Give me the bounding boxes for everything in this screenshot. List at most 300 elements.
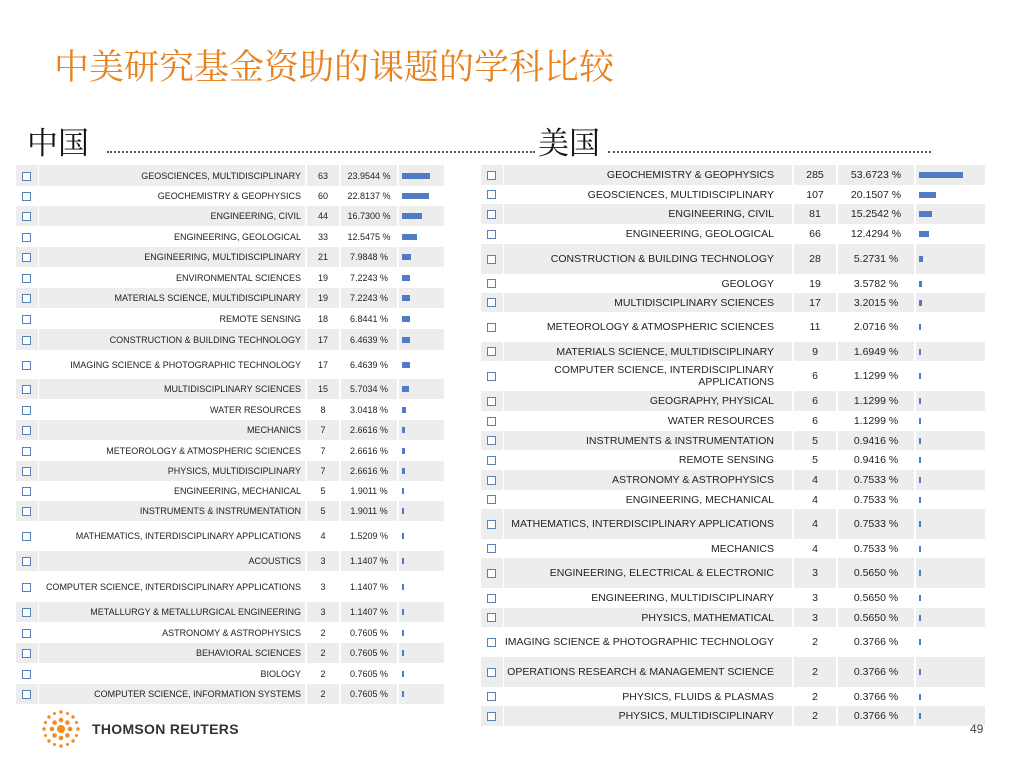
row-checkbox[interactable] (487, 456, 496, 465)
record-percentage: 1.1299 % (837, 411, 915, 431)
row-checkbox[interactable] (22, 274, 31, 283)
subject-name: WATER RESOURCES (38, 399, 306, 420)
row-checkbox-cell (481, 608, 503, 627)
row-checkbox-cell (481, 558, 503, 588)
bar-cell (915, 431, 985, 450)
usa-label-underline (608, 151, 931, 153)
record-count: 17 (306, 329, 340, 350)
record-count: 3 (306, 551, 340, 571)
row-checkbox[interactable] (487, 372, 496, 381)
table-row (481, 431, 985, 450)
record-count: 3 (793, 558, 837, 588)
bar-cell (398, 571, 444, 602)
row-checkbox[interactable] (22, 447, 31, 456)
percentage-bar (919, 639, 921, 645)
record-count: 17 (306, 350, 340, 379)
percentage-bar (402, 362, 410, 368)
table-row (16, 350, 444, 379)
row-checkbox[interactable] (487, 520, 496, 529)
record-count: 3 (793, 588, 837, 608)
bar-cell (398, 663, 444, 684)
subject-name: ACOUSTICS (38, 551, 306, 571)
row-checkbox[interactable] (22, 192, 31, 201)
record-percentage: 5.7034 % (340, 379, 398, 399)
row-checkbox[interactable] (487, 190, 496, 199)
subject-name: GEOSCIENCES, MULTIDISCIPLINARY (38, 165, 306, 186)
percentage-bar (919, 300, 922, 306)
row-checkbox[interactable] (487, 476, 496, 485)
percentage-bar (919, 570, 921, 576)
table-row (481, 165, 985, 185)
bar-cell (398, 399, 444, 420)
percentage-bar (919, 398, 921, 404)
record-count: 4 (793, 539, 837, 558)
percentage-bar (402, 316, 410, 322)
record-percentage: 2.6616 % (340, 420, 398, 440)
record-percentage: 0.7605 % (340, 663, 398, 684)
record-percentage: 0.7605 % (340, 622, 398, 643)
subject-name: METALLURGY & METALLURGICAL ENGINEERING (38, 602, 306, 622)
bar-cell (915, 509, 985, 539)
row-checkbox-cell (16, 308, 38, 329)
record-count: 6 (793, 361, 837, 391)
row-checkbox[interactable] (22, 487, 31, 496)
row-checkbox-cell (16, 165, 38, 186)
percentage-bar (402, 213, 422, 219)
table-row (16, 501, 444, 521)
record-count: 3 (306, 602, 340, 622)
row-checkbox[interactable] (22, 670, 31, 679)
record-percentage: 0.5650 % (837, 608, 915, 627)
percentage-bar (919, 615, 921, 621)
bar-cell (398, 622, 444, 643)
china-subject-table (16, 165, 444, 704)
record-count: 4 (793, 470, 837, 490)
row-checkbox[interactable] (22, 361, 31, 370)
table-row (481, 588, 985, 608)
record-count: 15 (306, 379, 340, 399)
bar-cell (915, 588, 985, 608)
table-row (481, 657, 985, 687)
subject-name: MULTIDISCIPLINARY SCIENCES (503, 293, 793, 312)
china-label: 中国 (27, 126, 89, 162)
record-percentage: 0.7605 % (340, 643, 398, 663)
record-percentage: 12.4294 % (837, 224, 915, 244)
record-percentage: 15.2542 % (837, 204, 915, 224)
record-count: 19 (306, 288, 340, 308)
row-checkbox-cell (16, 379, 38, 399)
subject-name: MECHANICS (503, 539, 793, 558)
row-checkbox[interactable] (487, 279, 496, 288)
row-checkbox-cell (481, 687, 503, 706)
percentage-bar (919, 546, 921, 552)
percentage-bar (919, 438, 921, 444)
table-row (481, 687, 985, 706)
row-checkbox[interactable] (22, 557, 31, 566)
bar-cell (398, 501, 444, 521)
record-count: 2 (306, 643, 340, 663)
bar-cell (398, 206, 444, 226)
record-percentage: 0.9416 % (837, 450, 915, 470)
row-checkbox[interactable] (487, 594, 496, 603)
percentage-bar (402, 468, 405, 474)
row-checkbox[interactable] (487, 397, 496, 406)
row-checkbox[interactable] (487, 255, 496, 264)
percentage-bar (919, 694, 921, 700)
percentage-bar (919, 669, 921, 675)
row-checkbox[interactable] (487, 230, 496, 239)
record-percentage: 2.0716 % (837, 312, 915, 342)
record-percentage: 7.2243 % (340, 288, 398, 308)
row-checkbox-cell (481, 431, 503, 450)
bar-cell (398, 420, 444, 440)
bar-cell (915, 657, 985, 687)
record-count: 2 (793, 687, 837, 706)
record-count: 5 (793, 450, 837, 470)
table-row (481, 204, 985, 224)
row-checkbox[interactable] (487, 210, 496, 219)
subject-name: ENGINEERING, MECHANICAL (503, 490, 793, 509)
percentage-bar (402, 337, 410, 343)
row-checkbox[interactable] (22, 532, 31, 541)
bar-cell (915, 185, 985, 204)
row-checkbox[interactable] (487, 347, 496, 356)
subject-name: GEOCHEMISTRY & GEOPHYSICS (503, 165, 793, 185)
row-checkbox-cell (16, 663, 38, 684)
row-checkbox-cell (481, 657, 503, 687)
record-percentage: 0.3766 % (837, 687, 915, 706)
subject-name: ENGINEERING, MECHANICAL (38, 481, 306, 501)
subject-name: MULTIDISCIPLINARY SCIENCES (38, 379, 306, 399)
table-row (16, 186, 444, 206)
row-checkbox[interactable] (22, 583, 31, 592)
percentage-bar (402, 691, 404, 697)
usa-label: 美国 (538, 126, 600, 162)
row-checkbox[interactable] (22, 315, 31, 324)
percentage-bar (919, 477, 921, 483)
subject-name: PHYSICS, MULTIDISCIPLINARY (38, 461, 306, 481)
record-percentage: 6.8441 % (340, 308, 398, 329)
percentage-bar (919, 521, 921, 527)
record-percentage: 1.1299 % (837, 391, 915, 411)
percentage-bar (919, 349, 921, 355)
thomson-reuters-logo-icon (40, 708, 82, 750)
row-checkbox[interactable] (22, 253, 31, 262)
record-percentage: 7.2243 % (340, 267, 398, 288)
row-checkbox-cell (481, 470, 503, 490)
record-count: 2 (306, 663, 340, 684)
row-checkbox[interactable] (487, 613, 496, 622)
row-checkbox[interactable] (22, 406, 31, 415)
row-checkbox[interactable] (487, 712, 496, 721)
record-percentage: 1.1407 % (340, 571, 398, 602)
table-row (16, 308, 444, 329)
percentage-bar (919, 192, 936, 198)
record-percentage: 0.3766 % (837, 706, 915, 726)
percentage-bar (402, 386, 409, 392)
record-percentage: 0.3766 % (837, 657, 915, 687)
percentage-bar (402, 295, 410, 301)
table-row (16, 440, 444, 461)
row-checkbox[interactable] (487, 436, 496, 445)
row-checkbox-cell (481, 490, 503, 509)
subject-name: WATER RESOURCES (503, 411, 793, 431)
percentage-bar (919, 595, 921, 601)
table-row (481, 185, 985, 204)
subject-name: COMPUTER SCIENCE, INFORMATION SYSTEMS (38, 684, 306, 704)
row-checkbox[interactable] (487, 298, 496, 307)
bar-cell (915, 165, 985, 185)
record-count: 285 (793, 165, 837, 185)
subject-name: COMPUTER SCIENCE, INTERDISCIPLINARY APPLICATIONS (38, 571, 306, 602)
record-percentage: 0.7533 % (837, 470, 915, 490)
record-count: 2 (306, 684, 340, 704)
table-row (16, 379, 444, 399)
row-checkbox[interactable] (487, 323, 496, 332)
bar-cell (915, 558, 985, 588)
record-count: 17 (793, 293, 837, 312)
bar-cell (398, 551, 444, 571)
brand-name: THOMSON REUTERS (92, 721, 239, 737)
table-row (16, 663, 444, 684)
bar-cell (915, 342, 985, 361)
slide-title: 中美研究基金资助的课题的学科比较 (54, 48, 615, 88)
subject-name: ENGINEERING, GEOLOGICAL (38, 226, 306, 247)
record-count: 19 (306, 267, 340, 288)
record-percentage: 2.6616 % (340, 440, 398, 461)
table-row (16, 247, 444, 267)
table-row (481, 608, 985, 627)
row-checkbox[interactable] (22, 385, 31, 394)
row-checkbox-cell (481, 361, 503, 391)
record-count: 9 (793, 342, 837, 361)
row-checkbox-cell (481, 244, 503, 274)
subject-name: PHYSICS, MULTIDISCIPLINARY (503, 706, 793, 726)
record-percentage: 0.7533 % (837, 490, 915, 509)
row-checkbox-cell (16, 186, 38, 206)
record-percentage: 3.2015 % (837, 293, 915, 312)
record-count: 81 (793, 204, 837, 224)
row-checkbox-cell (16, 440, 38, 461)
row-checkbox-cell (16, 501, 38, 521)
record-count: 4 (793, 509, 837, 539)
bar-cell (398, 288, 444, 308)
table-row (16, 551, 444, 571)
bar-cell (915, 224, 985, 244)
record-percentage: 5.2731 % (837, 244, 915, 274)
subject-name: PHYSICS, MATHEMATICAL (503, 608, 793, 627)
row-checkbox[interactable] (22, 426, 31, 435)
bar-cell (398, 684, 444, 704)
percentage-bar (402, 488, 404, 494)
row-checkbox[interactable] (22, 507, 31, 516)
record-count: 7 (306, 420, 340, 440)
row-checkbox-cell (481, 204, 503, 224)
bar-cell (398, 186, 444, 206)
row-checkbox[interactable] (487, 171, 496, 180)
table-row (16, 684, 444, 704)
subject-name: IMAGING SCIENCE & PHOTOGRAPHIC TECHNOLOGY (503, 627, 793, 657)
subject-name: BEHAVIORAL SCIENCES (38, 643, 306, 663)
record-percentage: 3.5782 % (837, 274, 915, 293)
bar-cell (915, 204, 985, 224)
row-checkbox[interactable] (22, 690, 31, 699)
row-checkbox[interactable] (487, 638, 496, 647)
row-checkbox-cell (16, 622, 38, 643)
percentage-bar (402, 650, 404, 656)
table-row (16, 420, 444, 440)
row-checkbox[interactable] (22, 233, 31, 242)
subject-name: MATERIALS SCIENCE, MULTIDISCIPLINARY (503, 342, 793, 361)
record-percentage: 1.6949 % (837, 342, 915, 361)
row-checkbox[interactable] (22, 336, 31, 345)
subject-name: ENGINEERING, GEOLOGICAL (503, 224, 793, 244)
page-number: 49 (970, 722, 984, 736)
bar-cell (915, 687, 985, 706)
row-checkbox-cell (481, 539, 503, 558)
row-checkbox-cell (16, 350, 38, 379)
row-checkbox-cell (16, 288, 38, 308)
bar-cell (915, 312, 985, 342)
percentage-bar (919, 281, 922, 287)
row-checkbox[interactable] (22, 172, 31, 181)
percentage-bar (402, 448, 405, 454)
bar-cell (915, 411, 985, 431)
subject-name: ENGINEERING, MULTIDISCIPLINARY (503, 588, 793, 608)
bar-cell (398, 481, 444, 501)
table-row (16, 521, 444, 551)
bar-cell (398, 226, 444, 247)
percentage-bar (402, 254, 411, 260)
record-percentage: 0.5650 % (837, 558, 915, 588)
record-percentage: 0.7533 % (837, 509, 915, 539)
bar-cell (915, 244, 985, 274)
record-count: 6 (793, 411, 837, 431)
percentage-bar (919, 497, 921, 503)
row-checkbox[interactable] (22, 608, 31, 617)
row-checkbox-cell (16, 206, 38, 226)
percentage-bar (919, 231, 929, 237)
record-count: 2 (793, 657, 837, 687)
table-row (16, 267, 444, 288)
row-checkbox-cell (481, 391, 503, 411)
row-checkbox[interactable] (487, 668, 496, 677)
row-checkbox-cell (481, 627, 503, 657)
row-checkbox[interactable] (487, 569, 496, 578)
china-label-underline (107, 151, 535, 153)
row-checkbox-cell (16, 481, 38, 501)
record-count: 107 (793, 185, 837, 204)
bar-cell (398, 643, 444, 663)
subject-name: MATERIALS SCIENCE, MULTIDISCIPLINARY (38, 288, 306, 308)
table-row (16, 288, 444, 308)
row-checkbox[interactable] (22, 629, 31, 638)
table-row (481, 274, 985, 293)
bar-cell (915, 490, 985, 509)
record-percentage: 0.5650 % (837, 588, 915, 608)
bar-cell (398, 602, 444, 622)
subject-name: MATHEMATICS, INTERDISCIPLINARY APPLICATIONS (38, 521, 306, 551)
percentage-bar (402, 671, 404, 677)
row-checkbox-cell (16, 247, 38, 267)
bar-cell (398, 350, 444, 379)
percentage-bar (402, 275, 410, 281)
record-count: 3 (793, 608, 837, 627)
table-row (481, 539, 985, 558)
percentage-bar (402, 630, 404, 636)
percentage-bar (402, 508, 404, 514)
table-row (481, 244, 985, 274)
subject-name: METEOROLOGY & ATMOSPHERIC SCIENCES (503, 312, 793, 342)
percentage-bar (919, 324, 921, 330)
row-checkbox-cell (481, 224, 503, 244)
subject-name: GEOGRAPHY, PHYSICAL (503, 391, 793, 411)
bar-cell (915, 608, 985, 627)
row-checkbox-cell (481, 293, 503, 312)
subject-name: GEOCHEMISTRY & GEOPHYSICS (38, 186, 306, 206)
record-percentage: 0.9416 % (837, 431, 915, 450)
table-row (16, 399, 444, 420)
record-percentage: 6.4639 % (340, 329, 398, 350)
record-percentage: 0.7605 % (340, 684, 398, 704)
subject-name: COMPUTER SCIENCE, INTERDISCIPLINARY APPLICATIONS (503, 361, 793, 391)
row-checkbox[interactable] (487, 417, 496, 426)
table-row (481, 342, 985, 361)
row-checkbox[interactable] (22, 212, 31, 221)
subject-name: OPERATIONS RESEARCH & MANAGEMENT SCIENCE (503, 657, 793, 687)
record-percentage: 2.6616 % (340, 461, 398, 481)
percentage-bar (402, 609, 404, 615)
bar-cell (915, 361, 985, 391)
row-checkbox-cell (16, 399, 38, 420)
row-checkbox[interactable] (22, 294, 31, 303)
record-count: 2 (793, 627, 837, 657)
percentage-bar (402, 558, 404, 564)
percentage-bar (402, 173, 430, 179)
subject-name: ENGINEERING, MULTIDISCIPLINARY (38, 247, 306, 267)
percentage-bar (919, 256, 923, 262)
bar-cell (915, 391, 985, 411)
row-checkbox-cell (16, 267, 38, 288)
record-count: 44 (306, 206, 340, 226)
subject-name: ENVIRONMENTAL SCIENCES (38, 267, 306, 288)
record-percentage: 1.9011 % (340, 481, 398, 501)
row-checkbox[interactable] (22, 467, 31, 476)
table-row (481, 224, 985, 244)
row-checkbox[interactable] (487, 692, 496, 701)
record-count: 4 (793, 490, 837, 509)
subject-name: GEOLOGY (503, 274, 793, 293)
bar-cell (915, 450, 985, 470)
bar-cell (915, 627, 985, 657)
record-count: 66 (793, 224, 837, 244)
bar-cell (398, 329, 444, 350)
table-row (16, 602, 444, 622)
row-checkbox[interactable] (487, 544, 496, 553)
row-checkbox[interactable] (487, 495, 496, 504)
record-percentage: 1.1407 % (340, 551, 398, 571)
row-checkbox[interactable] (22, 649, 31, 658)
bar-cell (398, 379, 444, 399)
table-row (481, 361, 985, 391)
row-checkbox-cell (481, 342, 503, 361)
row-checkbox-cell (16, 461, 38, 481)
table-row (16, 165, 444, 186)
record-count: 2 (306, 622, 340, 643)
bar-cell (915, 274, 985, 293)
table-row (16, 481, 444, 501)
record-count: 28 (793, 244, 837, 274)
